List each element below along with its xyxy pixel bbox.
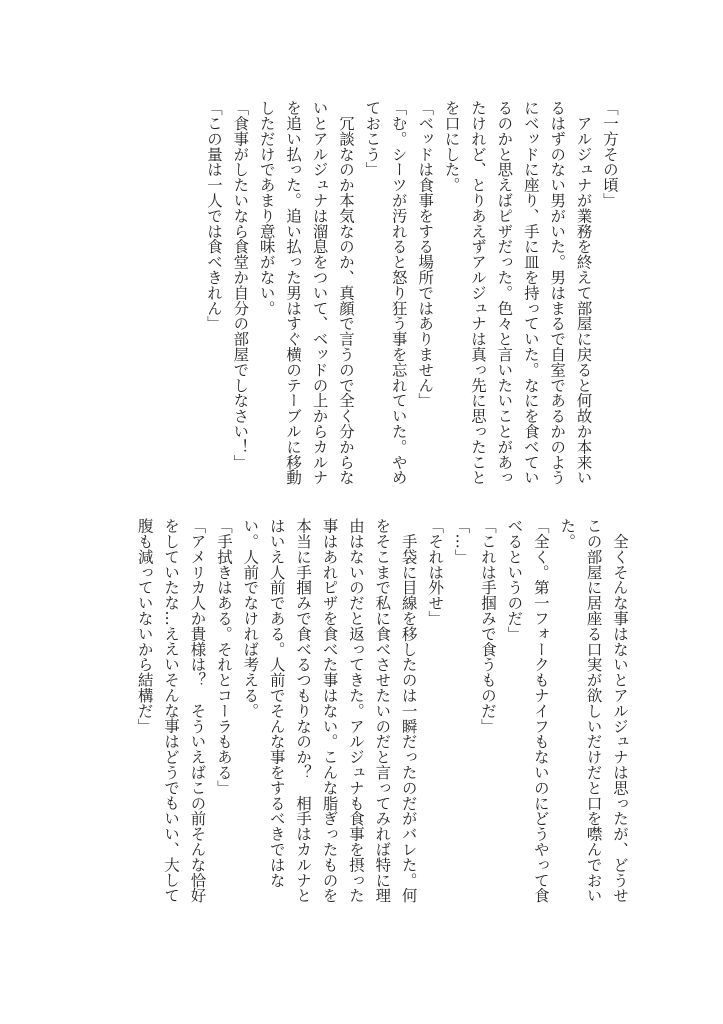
text-line: この部屋に居座る口実が欲しいだけだと口を噤んでおい bbox=[584, 518, 603, 903]
dialogue-line: 「この量は一人では食べきれん」 bbox=[204, 100, 223, 331]
text-line: 冗談なのか本気なのか、真顔で言うので全く分からな bbox=[336, 100, 355, 485]
text-line: にベッドに座り、手に皿を持っていた。なにを食べてい bbox=[521, 100, 540, 485]
text-line: るはずのない男がいた。男はまるで自室であるかのよう bbox=[548, 100, 567, 485]
dialogue-line: 「それは外せ」 bbox=[426, 518, 445, 626]
dialogue-line: 「む。シーツが汚れると怒り狂う事を忘れていた。やめ bbox=[389, 100, 408, 485]
dialogue-line: 「食事がしたいなら食堂か自分の部屋でしなさい！」 bbox=[231, 100, 250, 470]
chapter-title: 「一方その頃」 bbox=[601, 100, 619, 208]
text-line: 由はないのだと返ってきた。アルジュナも食事を摂った bbox=[346, 518, 365, 903]
dialogue-line: ておこう」 bbox=[363, 100, 382, 177]
text-line: 本当に手掴みで食べるつもりなのか？ 相手はカルナと bbox=[294, 518, 313, 903]
dialogue-line: 「手拭きはある。それとコーラもある」 bbox=[214, 518, 233, 796]
text-line: をそこまで私に食べさせたいのだと言ってみれば特に理 bbox=[373, 518, 392, 903]
text-line: いとアルジュナは溜息をついて、ベッドの上からカルナ bbox=[310, 100, 329, 485]
text-line: るのかと思えばピザだった。色々と言いたいことがあっ bbox=[495, 100, 514, 485]
text-line: 事はあれピザを食べた事はない。こんな脂ぎったものを bbox=[320, 518, 339, 903]
top-text-block bbox=[201, 100, 624, 500]
text-line: 手袋に目線を移したのは一瞬だったのだがバレた。何 bbox=[399, 518, 418, 903]
dialogue-line: をしていたな…ええいそんな事はどうでもいい、大して bbox=[162, 518, 181, 903]
dialogue-line: 「…」 bbox=[452, 518, 471, 565]
dialogue-line: 「アメリカ人か貴様は？ そういえばこの前そんな恰好 bbox=[188, 518, 207, 903]
text-line: を口にした。 bbox=[442, 100, 461, 193]
text-line: た。 bbox=[558, 518, 577, 549]
dialogue-line: 腹も減っていないから結構だ」 bbox=[135, 518, 154, 734]
text-line: たけれど、とりあえずアルジュナは真っ先に思ったこと bbox=[468, 100, 487, 485]
dialogue-line: べるというのだ」 bbox=[505, 518, 524, 642]
text-line: を追い払った。追い払った男はすぐ横のテーブルに移動 bbox=[284, 100, 303, 485]
dialogue-line: 「全く。第一フォークもナイフもないのにどうやって食 bbox=[531, 518, 550, 903]
dialogue-line: 「ベッドは食事をする場所ではありません」 bbox=[416, 100, 435, 408]
dialogue-line: 「これは手掴みで食うものだ」 bbox=[478, 518, 497, 734]
text-line: はいえ人前である。人前でそんな事をするべきではな bbox=[267, 518, 286, 888]
text-line: 全くそんな事はないとアルジュナは思ったが、どうせ bbox=[611, 518, 629, 903]
text-line: しただけであまり意味がない。 bbox=[257, 100, 276, 316]
text-line: アルジュナが業務を終えて部屋に戻ると何故か本来い bbox=[574, 100, 593, 485]
bottom-text-block bbox=[131, 518, 633, 928]
text-line: い。人前でなければ考える。 bbox=[241, 518, 260, 719]
